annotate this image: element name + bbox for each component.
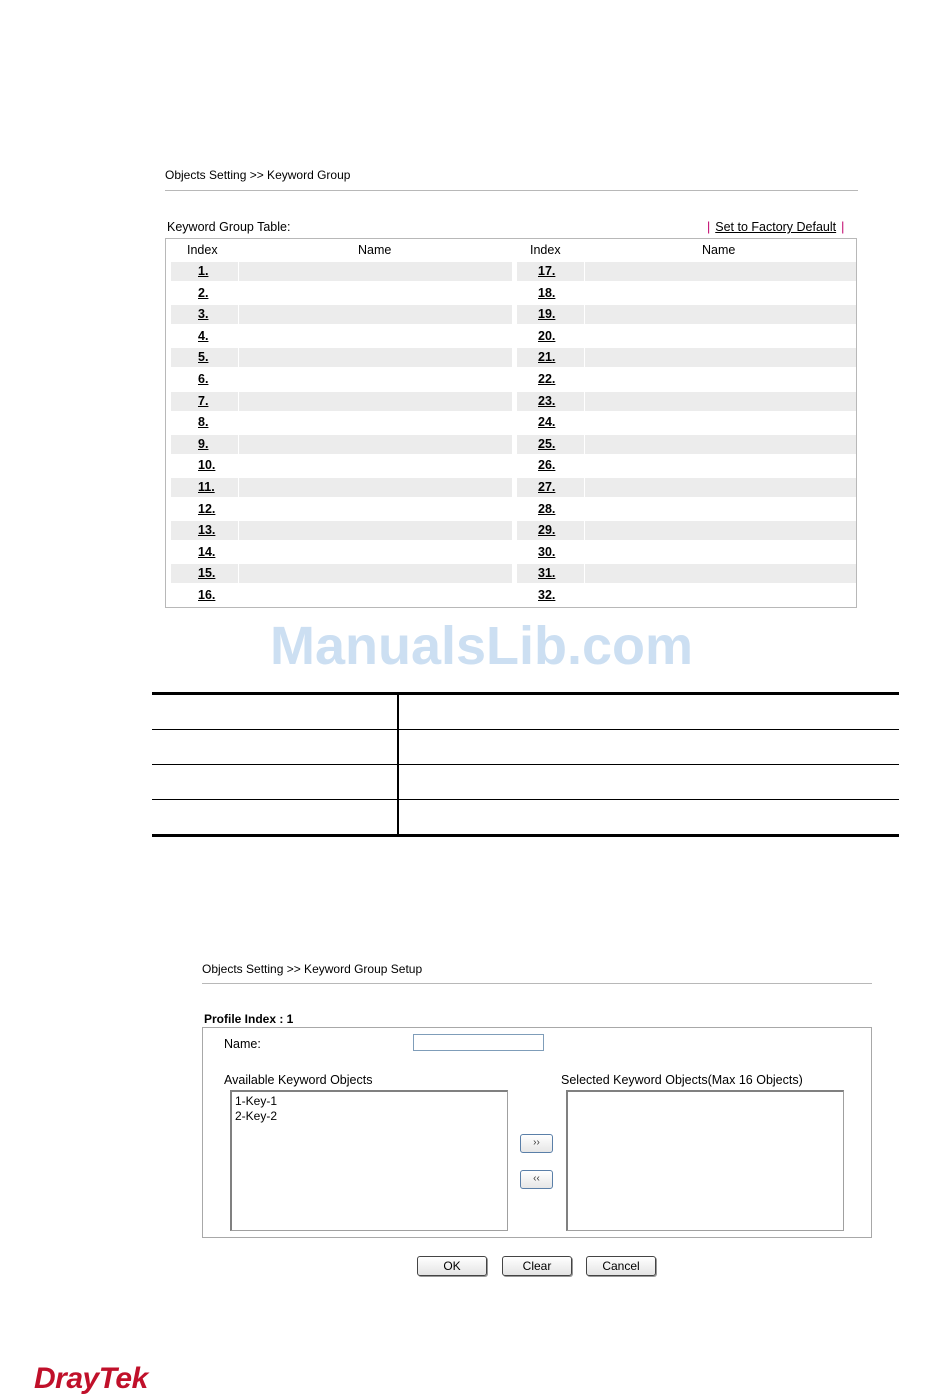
table-row [171,305,856,324]
index-link[interactable]: 32. [538,588,556,602]
available-objects-list[interactable] [230,1090,508,1231]
table-cell [239,586,512,605]
index-link[interactable]: 24. [538,415,556,430]
table-cell [239,370,512,389]
index-link[interactable]: 3. [198,307,209,322]
table-column-divider [397,692,399,837]
table-cell [585,500,856,519]
table-cell [585,435,856,454]
table-row [171,564,856,583]
index-link[interactable]: 11. [198,480,215,494]
table-cell [585,370,856,389]
table-title: Keyword Group Table: [167,220,291,234]
table-row-rule [152,729,899,730]
col-index-right: Index [530,243,561,257]
clear-button[interactable]: Clear [502,1256,572,1276]
table-cell [585,348,856,367]
setup-breadcrumb: Objects Setting >> Keyword Group Setup [202,962,423,976]
table-cell [239,262,512,281]
index-link[interactable]: 30. [538,544,556,559]
table-cell [585,327,856,346]
table-row [171,543,856,562]
factory-default-bar: | Set to Factory Default | [707,220,845,234]
index-link[interactable]: 13. [198,523,216,538]
table-cell [585,262,856,281]
table-cell [239,413,512,432]
table-cell [585,586,856,605]
table-cell [585,392,856,411]
index-link[interactable]: 18. [538,285,556,300]
col-name-right: Name [702,243,736,257]
index-link[interactable]: 5. [198,350,209,365]
table-cell [585,305,856,324]
index-link[interactable]: 8. [198,415,209,430]
watermark: ManualsLib.com [270,616,694,676]
table-row [171,435,856,454]
index-link[interactable]: 27. [538,480,556,494]
table-row-rule [152,799,899,800]
table-row [171,521,856,540]
table-top-rule [152,692,899,695]
breadcrumb: Objects Setting >> Keyword Group [165,168,351,182]
table-row [171,284,856,303]
draytek-logo: DrayTek [34,1362,148,1395]
index-link[interactable]: 29. [538,523,556,538]
index-link[interactable]: 7. [198,393,209,408]
ok-button[interactable]: OK [417,1256,487,1276]
table-row [171,327,856,346]
index-link[interactable]: 25. [538,436,556,451]
selected-label: Selected Keyword Objects(Max 16 Objects) [561,1073,803,1087]
index-link[interactable]: 22. [538,372,556,386]
table-row [171,456,856,475]
table-row-rule [152,764,899,765]
index-link[interactable]: 28. [538,501,556,516]
table-cell [239,284,512,303]
index-link[interactable]: 20. [538,328,556,343]
table-cell [585,478,856,497]
table-bottom-rule [152,834,899,837]
table-cell [239,478,512,497]
table-cell [239,521,512,540]
table-row [171,586,856,605]
move-left-button[interactable]: ‹‹ [520,1170,553,1189]
index-link[interactable]: 10. [198,458,216,473]
index-link[interactable]: 26. [538,458,556,473]
table-cell [239,456,512,475]
table-row [171,348,856,367]
table-cell [239,392,512,411]
index-link[interactable]: 21. [538,350,556,365]
name-input[interactable] [413,1034,544,1051]
selected-objects-list[interactable] [566,1090,844,1231]
table-cell [239,348,512,367]
index-link[interactable]: 1. [198,264,209,278]
table-row [171,392,856,411]
table-row [171,413,856,432]
description-table [152,692,899,838]
table-cell [585,456,856,475]
col-index-left: Index [187,243,218,257]
index-link[interactable]: 4. [198,328,209,343]
table-row [171,262,856,281]
table-row [171,478,856,497]
index-link[interactable]: 12. [198,501,216,516]
index-link[interactable]: 23. [538,393,556,408]
table-cell [239,543,512,562]
col-name-left: Name [358,243,392,257]
table-cell [239,305,512,324]
profile-index: Profile Index : 1 [204,1012,294,1026]
table-cell [239,435,512,454]
table-row [171,370,856,389]
index-link[interactable]: 19. [538,307,556,322]
table-cell [585,284,856,303]
table-cell [239,327,512,346]
keyword-group-table [165,238,857,608]
index-link[interactable]: 31. [538,566,556,581]
cancel-button[interactable]: Cancel [586,1256,656,1276]
factory-default-link[interactable]: Set to Factory Default [715,220,837,234]
table-cell [585,564,856,583]
list-item[interactable]: 1-Key-1 [235,1094,278,1108]
table-row [171,500,856,519]
table-cell [585,413,856,432]
index-link[interactable]: 14. [198,544,216,559]
index-link[interactable]: 15. [198,566,216,581]
index-link[interactable]: 9. [198,436,209,451]
index-link[interactable]: 17. [538,264,556,278]
breadcrumb-divider [165,190,858,191]
list-item[interactable]: 2-Key-2 [235,1109,278,1123]
name-label: Name: [224,1037,261,1051]
index-link[interactable]: 16. [198,588,216,602]
table-cell [239,500,512,519]
index-link[interactable]: 6. [198,372,209,386]
available-label: Available Keyword Objects [224,1073,373,1087]
table-cell [585,543,856,562]
table-cell [239,564,512,583]
index-link[interactable]: 2. [198,285,209,300]
move-right-button[interactable]: ›› [520,1134,553,1153]
table-cell [585,521,856,540]
setup-breadcrumb-divider [202,983,872,984]
